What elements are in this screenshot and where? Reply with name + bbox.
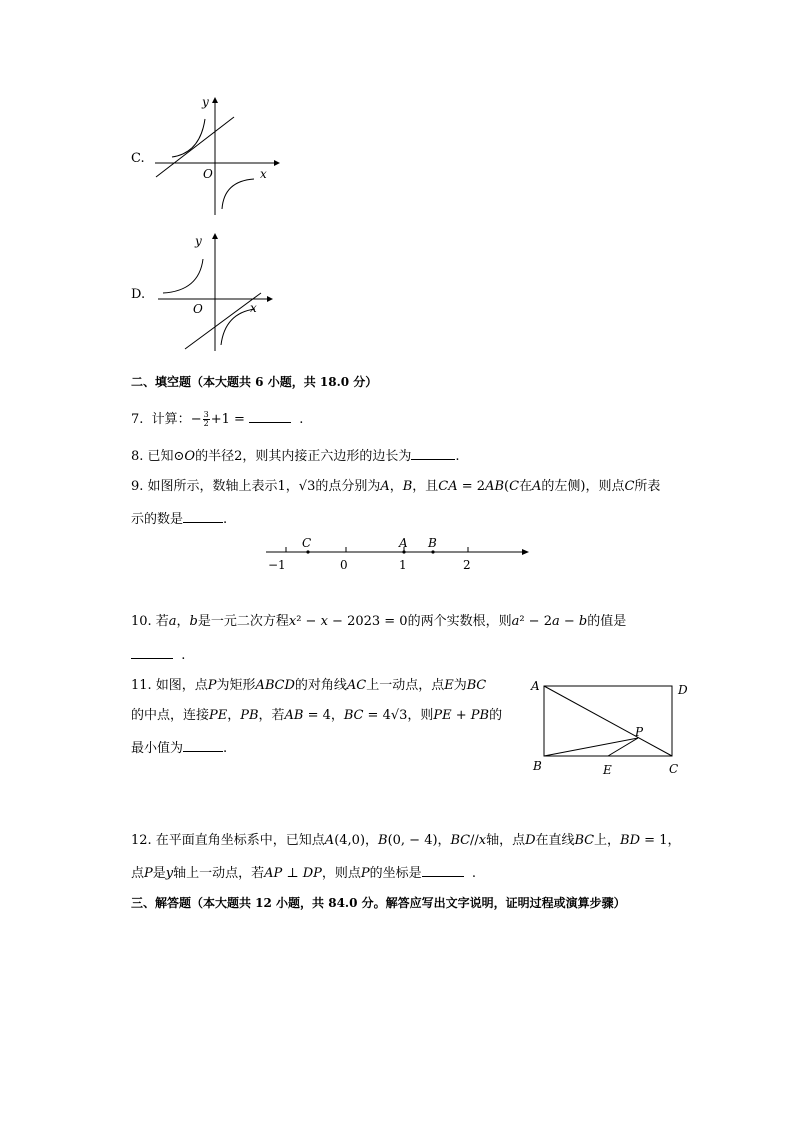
d-origin-label: O (193, 302, 203, 316)
q10-end: . (181, 648, 186, 663)
q7-frac-num: 3 (203, 410, 209, 419)
q9-line2: 示的数是 (131, 512, 184, 527)
point-b-label: B (428, 536, 437, 550)
q9-line1: 9. 如图所示，数轴上表示1，√3的点分别为𝐴，𝐵，且𝐶𝐴 = 2𝐴𝐵(𝐶在𝐴的左侧)，则点𝐶所表 (131, 479, 661, 494)
d-y-label: y (195, 234, 202, 248)
q7-answer-blank[interactable] (249, 410, 291, 423)
c-hyperbola-right (222, 179, 254, 209)
point-c-label: C (302, 536, 312, 550)
q7-fraction (203, 411, 210, 428)
q10-answer-blank[interactable] (131, 646, 173, 659)
point-a-label: A (399, 536, 408, 550)
q12-end: . (471, 866, 477, 881)
label-d: D (678, 683, 688, 697)
d-hyperbola-left (163, 259, 203, 293)
q7-end: . (299, 412, 304, 427)
q11-line1: 11. 如图，点𝑃为矩形𝐴𝐵𝐶𝐷的对角线𝐴𝐶上一动点，点𝐸为𝐵𝐶 (131, 678, 487, 693)
question-7 (131, 410, 303, 428)
q11-answer-blank[interactable] (183, 739, 223, 752)
q9-answer-blank[interactable] (183, 510, 223, 523)
q11-line3-wrap (131, 739, 227, 757)
diagonal-ac (544, 686, 672, 756)
q9-number-line (262, 534, 532, 574)
section3-heading: 三、解答题（本大题共 12 小题，共 84.0 分。解答应写出文字说明，证明过程或演算步骤） (131, 896, 626, 910)
q7-prefix: 计算： (151, 412, 191, 427)
q8-answer-blank[interactable] (411, 447, 455, 460)
q7-number: 7. (131, 412, 144, 427)
c-hyperbola-left (172, 119, 205, 157)
q11-line2: 的中点，连接𝑃𝐸，𝑃𝐵，若𝐴𝐵 = 4，𝐵𝐶 = 4√3，则𝑃𝐸 + 𝑃𝐵的 (131, 708, 503, 723)
q9-end: . (223, 512, 228, 527)
q12-line2: 点𝑃是𝑦轴上一动点，若𝐴𝑃 ⊥ 𝐷𝑃，则点𝑃的坐标是 (131, 866, 422, 881)
q12-line1: 12. 在平面直角坐标系中，已知点𝐴(4,0)，𝐵(0, − 4)，𝐵𝐶//𝑥轴，点𝐷在直线𝐵𝐶上，𝐵𝐷 = 1， (131, 833, 681, 848)
point-b (431, 550, 434, 553)
label-e: E (603, 763, 612, 777)
option-d-graph (155, 233, 275, 353)
q10-line2 (131, 646, 185, 664)
q7-minus: − (190, 412, 202, 427)
q7-frac-den: 2 (203, 419, 209, 428)
tick-label-neg1: −1 (268, 558, 286, 572)
q12-line2-wrap (131, 864, 476, 882)
tick-label-0: 0 (340, 558, 348, 572)
tick-label-1: 1 (399, 558, 407, 572)
q8-end: . (455, 449, 460, 464)
option-c-graph (150, 97, 280, 219)
q11-end: . (223, 741, 228, 756)
label-p: P (635, 725, 644, 739)
label-a: A (531, 679, 540, 693)
option-d-label: D. (131, 287, 146, 302)
q7-rest: +1 = (210, 412, 245, 427)
option-c-label: C. (131, 151, 145, 166)
label-c: C (669, 762, 679, 776)
d-x-label: x (250, 301, 257, 315)
c-line (156, 117, 234, 177)
q9-line2-wrap (131, 510, 227, 528)
q12-answer-blank[interactable] (422, 864, 464, 877)
c-y-label: y (202, 95, 209, 109)
label-b: B (533, 759, 542, 773)
q10-line1: 10. 若𝑎，𝑏是一元二次方程𝑥² − 𝑥 − 2023 = 0的两个实数根，则𝑎² − 2𝑎 − 𝑏的值是 (131, 614, 627, 629)
question-8 (131, 447, 460, 465)
point-a (402, 550, 405, 553)
q8-text: 8. 已知⊙𝑂的半径2，则其内接正六边形的边长为 (131, 449, 412, 464)
q11-line3: 最小值为 (131, 741, 184, 756)
c-origin-label: O (203, 167, 213, 181)
c-x-label: x (260, 167, 267, 181)
point-c (306, 550, 309, 553)
section2-heading: 二、填空题（本大题共 6 小题，共 18.0 分） (131, 375, 378, 389)
q11-rectangle-figure (528, 678, 698, 778)
tick-label-2: 2 (463, 558, 471, 572)
